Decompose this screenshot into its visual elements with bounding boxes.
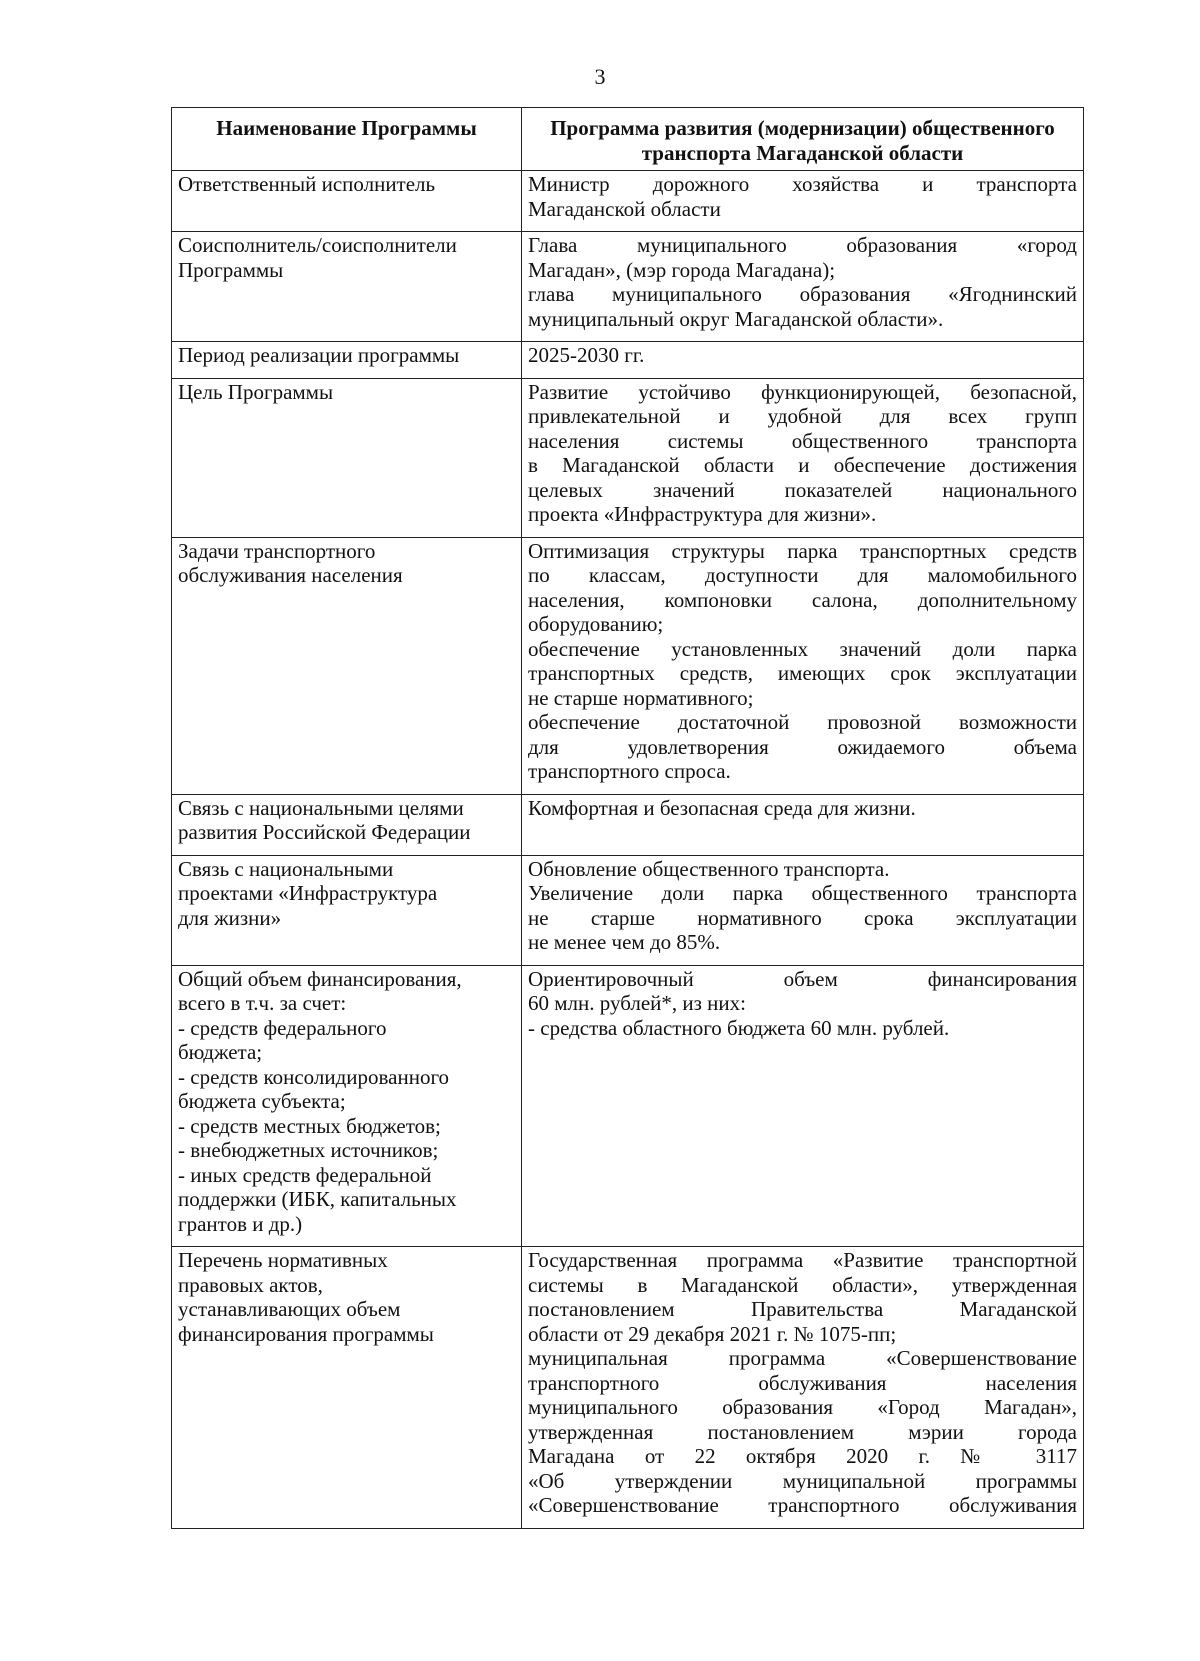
row-value-line: населения системы общественного транспорта (528, 428, 1077, 453)
row-value-line: системы в Магаданской области», утвержденная (528, 1272, 1077, 1297)
row-value-line: не старше нормативного; (528, 685, 754, 710)
row-value-cell (522, 171, 1084, 232)
row-label-line: обслуживания населения (178, 563, 403, 587)
row-value-line: по классам, доступности для маломобильного (528, 563, 1077, 587)
row-label-line: Перечень нормативных (178, 1248, 388, 1272)
row-value-cell (522, 378, 1084, 537)
row-value-line: для удовлетворения ожидаемого объема (528, 734, 1077, 759)
row-value-line: Оптимизация структуры парка транспортных средств (528, 538, 1077, 563)
row-label-line: Период реализации программы (178, 343, 460, 367)
row-label-line: - средств консолидированного (178, 1064, 450, 1089)
row-label-line: бюджета субъекта; (178, 1089, 346, 1113)
row-value-line: Комфортная и безопасная среда для жизни. (528, 795, 916, 820)
table-row (172, 855, 1084, 965)
row-value-line: Магаданской области (528, 196, 721, 221)
row-label-line: грантов и др.) (178, 1211, 303, 1236)
row-value-line: Магадан», (мэр города Магадана); (528, 257, 836, 282)
header-program-title (522, 108, 1084, 171)
row-value-line: постановлением Правительства Магаданской (528, 1297, 1077, 1321)
page-number: 3 (594, 64, 606, 89)
row-label-line: Цель Программы (178, 379, 334, 404)
row-value-line: муниципального образования «Город Магадан», (528, 1395, 1077, 1419)
row-value-line: не старше нормативного срока эксплуатации (528, 905, 1077, 930)
row-value-cell (522, 965, 1084, 1247)
row-value-cell (522, 232, 1084, 342)
row-value-line: Министр дорожного хозяйства и транспорта (528, 172, 1077, 196)
row-label-line: Соисполнитель/соисполнители (178, 233, 457, 257)
row-value-line: Ориентировочный объем финансирования (528, 966, 1077, 991)
row-label-line: - средств местных бюджетов; (178, 1113, 441, 1138)
row-value-line: - средства областного бюджета 60 млн. рублей. (528, 1015, 950, 1040)
row-value-line: привлекательной и удобной для всех групп (528, 404, 1077, 428)
row-label-cell (172, 1247, 522, 1529)
row-value-line: проекта «Инфраструктура для жизни». (528, 502, 877, 526)
row-label-line: финансирования программы (178, 1321, 434, 1346)
row-value-line: обеспечение установленных значений доли парка (528, 636, 1077, 661)
row-label-line: поддержки (ИБК, капитальных (178, 1187, 457, 1211)
row-value-line: Увеличение доли парка общественного транспорта (528, 881, 1077, 905)
row-value-line: «Об утверждении муниципальной программы (528, 1468, 1077, 1493)
row-value-line: оборудованию; (528, 612, 664, 636)
row-label-cell (172, 232, 522, 342)
table-row (172, 171, 1084, 232)
row-label-cell (172, 378, 522, 537)
row-label-line: Программы (178, 257, 284, 282)
row-value-line: 60 млн. рублей*, из них: (528, 991, 746, 1015)
row-value-line: «Совершенствование транспортного обслуживания (528, 1493, 1077, 1517)
row-label-cell (172, 965, 522, 1247)
row-value-line: обеспечение достаточной провозной возможности (528, 710, 1077, 734)
table-row (172, 965, 1084, 1247)
row-label-line: устанавливающих объем (178, 1297, 401, 1321)
row-label-cell (172, 537, 522, 794)
row-value-line: населения, компоновки салона, дополнительному (528, 587, 1077, 612)
row-label-line: - внебюджетных источников; (178, 1138, 439, 1162)
table-row (172, 378, 1084, 537)
header-program-name-label: Наименование Программы (172, 108, 522, 171)
row-value-line: утвержденная постановлением мэрии города (528, 1419, 1077, 1444)
row-value-line: Магадана от 22 октября 2020 г. № 3117 (528, 1444, 1077, 1468)
row-label-line: для жизни» (178, 905, 282, 930)
row-value-line: муниципальный округ Магаданской области». (528, 306, 944, 331)
row-value-line: Государственная программа «Развитие транспортной (528, 1248, 1077, 1272)
table-header-row (172, 108, 1084, 171)
row-value-line: 2025-2030 гг. (528, 343, 645, 367)
table-row (172, 537, 1084, 794)
row-value-line: в Магаданской области и обеспечение достижения (528, 453, 1077, 477)
row-label-cell (172, 794, 522, 855)
row-value-line: транспортного обслуживания населения (528, 1370, 1077, 1395)
row-value-line: Развитие устойчиво функционирующей, безопасной, (528, 379, 1077, 404)
row-value-line: не менее чем до 85%. (528, 930, 721, 954)
table-row (172, 794, 1084, 855)
row-value-line: муниципальная программа «Совершенствование (528, 1346, 1077, 1370)
row-label-line: Связь с национальными (178, 856, 394, 881)
row-label-line: Ответственный исполнитель (178, 172, 436, 196)
row-label-line: развития Российской Федерации (178, 820, 471, 844)
row-value-line: транспортных средств, имеющих срок эксплуатации (528, 661, 1077, 685)
row-value-cell (522, 537, 1084, 794)
row-label-line: проектами «Инфраструктура (178, 881, 438, 905)
row-value-line: транспортного спроса. (528, 759, 731, 783)
row-value-line: Глава муниципального образования «город (528, 233, 1077, 257)
row-label-line: бюджета; (178, 1040, 263, 1064)
row-value-cell (522, 1247, 1084, 1529)
row-value-line: области от 29 декабря 2021 г. № 1075-пп; (528, 1321, 897, 1346)
table-row (172, 342, 1084, 379)
row-label-cell (172, 342, 522, 379)
row-value-cell (522, 794, 1084, 855)
row-value-cell (522, 342, 1084, 379)
row-value-line: глава муниципального образования «Ягоднинский (528, 282, 1077, 306)
row-label-line: Задачи транспортного (178, 538, 376, 563)
row-label-line: - иных средств федеральной (178, 1162, 432, 1187)
row-label-line: всего в т.ч. за счет: (178, 991, 347, 1015)
header-title-line: Программа развития (модернизации) (550, 116, 907, 140)
row-value-line: Обновление общественного транспорта. (528, 856, 890, 881)
row-label-cell (172, 855, 522, 965)
row-label-line: - средств федерального (178, 1015, 387, 1040)
row-label-line: Связь с национальными целями (178, 795, 464, 820)
program-passport-table (171, 107, 1084, 1529)
row-value-line: целевых значений показателей национального (528, 477, 1077, 502)
row-label-line: правовых актов, (178, 1272, 323, 1297)
header-title-line: общественного транспорта Магаданской области (641, 116, 1055, 165)
table-row (172, 1247, 1084, 1529)
row-label-cell (172, 171, 522, 232)
table-row (172, 232, 1084, 342)
row-value-cell (522, 855, 1084, 965)
row-label-line: Общий объем финансирования, (178, 966, 462, 991)
